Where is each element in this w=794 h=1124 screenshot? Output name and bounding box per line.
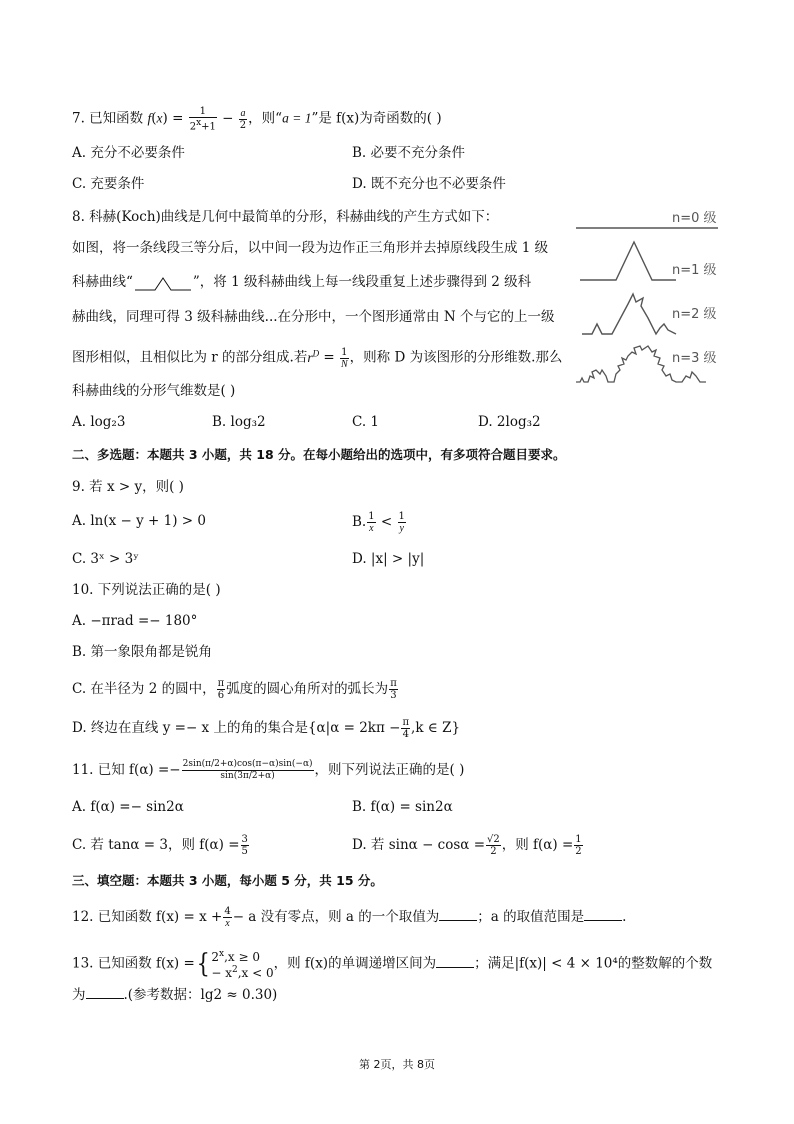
- q13-blank-1[interactable]: [436, 954, 474, 968]
- q7-fraction-a: $\frac{a}{2}$: [239, 107, 247, 131]
- q8-fraction: $\frac{1}{N}$: [341, 346, 348, 370]
- q13-piecewise: $2^x,x \ge 0$ − $x^2,x < 0$: [211, 949, 274, 980]
- q8-line-4: 赫曲线，同理可得 3 级科赫曲线...在分形中，一个图形通常由 N 个与它的上一级: [72, 309, 555, 325]
- q10-option-c: C. 在半径为 2 的圆中， $\frac{\pi}{6}$ 弧度的圆心角所对的弧长为 $\frac{\pi}{3}$: [72, 678, 397, 701]
- q12-blank-2[interactable]: [584, 907, 622, 921]
- q7-option-b: B. 必要不充分条件: [352, 145, 466, 161]
- q11-option-d: D. 若 sinα − cosα = $\frac{√2}{2}$ ，则 f(α) = $\frac{1}{2}$: [352, 834, 582, 857]
- q9-option-c: C. 3ˣ > 3ʸ: [72, 551, 139, 567]
- page-footer: 第 2页，共 8页: [359, 1058, 435, 1071]
- q12-stem: 12. 已知函数 f(x) = x + $\frac{4}{x}$ − a 没有零点，则 a 的一个取值为 ；a 的取值范围是 .: [72, 906, 627, 929]
- q7-option-a: A. 充分不必要条件: [72, 145, 185, 161]
- q13-line-2: 为 .(参考数据：lg2 ≈ 0.30): [72, 987, 278, 1003]
- koch-level2-line: [582, 294, 676, 334]
- q10-option-a: A. −πrad =− 180°: [72, 613, 198, 629]
- q13-blank-2[interactable]: [86, 985, 124, 999]
- q13-stem: 13. 已知函数 f(x) ={ $2^x,x \ge 0$ − $x^2,x < 0$ ，则 f(x)的单调递增区间为 ；满足|f(x)| < 4 × 10⁴的整数解的个数: [72, 949, 713, 980]
- q11-fraction: $\frac{2\sin(\pi/2+\alpha)\cos(\pi-\alpha)\sin(-\alpha)}{\sin(3\pi/2+\alpha)}$: [182, 759, 313, 781]
- q8-option-c: C. 1: [352, 414, 380, 430]
- koch-level1-line: [580, 242, 676, 280]
- q7-option-d: D. 既不充分也不必要条件: [352, 176, 506, 192]
- q8-line-6: 科赫曲线的分形气维数是( ): [72, 383, 236, 399]
- koch-label-2: n=2 级: [672, 307, 717, 322]
- q11-option-b: B. f(α) = sin2α: [352, 799, 453, 815]
- q9-b-frac-1: $\frac{1}{x}$: [368, 511, 375, 534]
- q7-fraction: $\frac{1}{2^x+1}$: [189, 106, 216, 133]
- q8-option-d: D. 2log₃2: [478, 414, 541, 430]
- q9-option-b: B. $\frac{1}{x}$ < $\frac{1}{y}$: [352, 511, 405, 534]
- koch-level1-inline-figure: [133, 272, 193, 292]
- q7-formula: f: [147, 110, 152, 126]
- q10-option-b: B. 第一象限角都是锐角: [72, 644, 213, 660]
- q11-stem: 11. 已知 f(α) =− $\frac{2\sin(\pi/2+\alpha)\cos(\pi-\alpha)\sin(-\alpha)}{\sin(3\pi/2+\alpha)}$ ，则下列说法正确的是( ): [72, 759, 465, 781]
- q10-stem: 10. 下列说法正确的是( ): [72, 582, 221, 598]
- q11-option-c: C. 若 tanα = 3，则 f(α) = $\frac{3}{5}$: [72, 834, 248, 857]
- q8-option-a: A. log₂3: [72, 414, 126, 430]
- q7-stem: 7. 已知函数 f(x) = $\frac{1}{2^x+1}$ − $\frac{a}{2}$ ，则“a = 1”是 f(x)为奇函数的( ): [72, 106, 442, 133]
- q8-line-1: 8. 科赫(Koch)曲线是几何中最简单的分形，科赫曲线的产生方式如下：: [72, 209, 499, 225]
- koch-label-3: n=3 级: [672, 351, 717, 366]
- q8-option-b: B. log₃2: [212, 414, 266, 430]
- q12-blank-1[interactable]: [439, 907, 477, 921]
- koch-label-0: n=0 级: [672, 211, 717, 226]
- q9-b-frac-2: $\frac{1}{y}$: [398, 511, 405, 534]
- q7-option-c: C. 充要条件: [72, 176, 145, 192]
- q9-stem: 9. 若 x > y，则( ): [72, 479, 184, 495]
- q8-line-3: 科赫曲线“ ”，将 1 级科赫曲线上每一线段重复上述步骤得到 2 级科: [72, 274, 532, 290]
- section-3-heading: 三、填空题：本题共 3 小题，每小题 5 分，共 15 分。: [72, 873, 383, 888]
- q8-line-2: 如图，将一条线段三等分后，以中间一段为边作正三角形并去掉原线段生成 1 级: [72, 240, 549, 256]
- q11-option-a: A. f(α) =− sin2α: [72, 799, 184, 815]
- section-2-heading: 二、多选题：本题共 3 小题，共 18 分。在每小题给出的选项中，有多项符合题目要求。: [72, 447, 566, 462]
- koch-label-1: n=1 级: [672, 263, 717, 278]
- koch-curve-figure: [572, 206, 722, 390]
- q9-option-a: A. ln(x − y + 1) > 0: [72, 513, 206, 529]
- q10-option-d: D. 终边在直线 y =− x 上的角的集合是{α|α = 2kπ − $\frac{\pi}{4}$ ,k ∈ Z}: [72, 717, 461, 740]
- q9-option-d: D. |x| > |y|: [352, 551, 425, 567]
- q8-line-5: 图形相似，且相似比为 r 的部分组成.若$r^D$ = $\frac{1}{N}$ ，则称 D 为该图形的分形维数.那么: [72, 346, 563, 370]
